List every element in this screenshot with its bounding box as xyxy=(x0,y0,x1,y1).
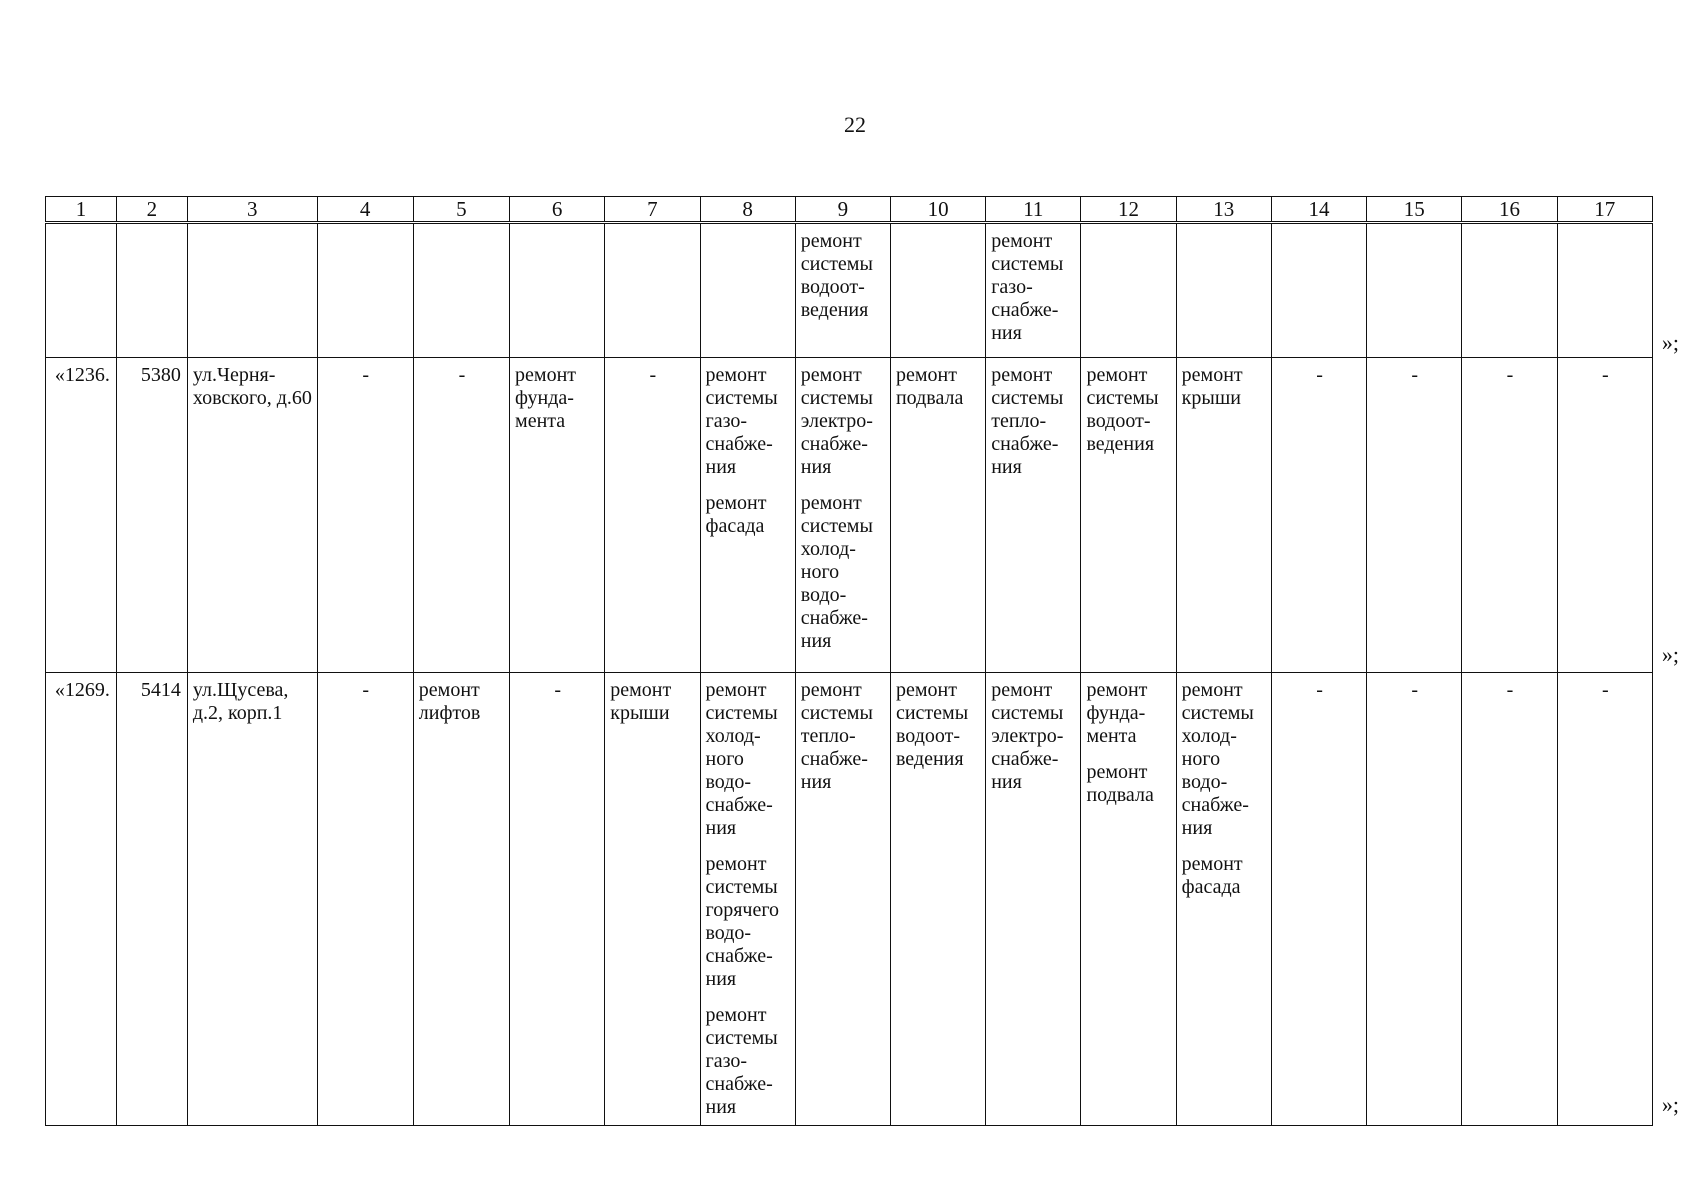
cell-entry: - xyxy=(1601,678,1609,701)
cell-entry: ремонт фасада xyxy=(705,492,767,538)
row-closing-mark: »; xyxy=(1661,1092,1679,1117)
table-cell xyxy=(605,672,700,1125)
column-number-8: 8 xyxy=(700,197,795,223)
cell-entry: ремонт системы электро-снабже-ния xyxy=(800,364,873,479)
table-cell xyxy=(1462,358,1557,672)
column-number-9: 9 xyxy=(795,197,890,223)
table-cell xyxy=(116,672,187,1125)
table-cell xyxy=(795,223,890,358)
cell-entry: ремонт крыши xyxy=(1181,364,1243,410)
table-cell xyxy=(986,358,1081,672)
column-number-15: 15 xyxy=(1367,197,1462,223)
cell-entry: 5380 xyxy=(140,364,181,387)
cell-entry: ремонт системы тепло-снабже-ния xyxy=(800,678,873,793)
table-cell xyxy=(1367,358,1462,672)
table-cell xyxy=(700,672,795,1125)
table-cell xyxy=(1557,358,1652,672)
cell-entry: - xyxy=(1316,364,1323,387)
page-number: 22 xyxy=(844,112,866,137)
cell-entry: ремонт системы газо-снабже-ния xyxy=(991,230,1064,345)
column-number-11: 11 xyxy=(986,197,1081,223)
column-number-7: 7 xyxy=(605,197,700,223)
table-cell xyxy=(187,672,317,1125)
cell-entry: - xyxy=(1411,364,1419,387)
cell-entry: ремонт системы холод-ного водо-снабже-ния xyxy=(800,492,873,653)
cell-entry: ремонт системы тепло-снабже-ния xyxy=(991,364,1064,479)
table-cell xyxy=(317,672,413,1125)
cell-entry: ремонт крыши xyxy=(610,678,672,724)
table-cell xyxy=(510,223,605,358)
table-cell xyxy=(605,358,700,672)
table-cell xyxy=(187,223,317,358)
table-cell xyxy=(1081,223,1176,358)
table-cell xyxy=(510,358,605,672)
row-closing-mark: »; xyxy=(1661,330,1679,355)
table-cell xyxy=(1081,672,1176,1125)
cell-entry: ремонт системы газо-снабже-ния xyxy=(705,364,778,479)
table-cell xyxy=(116,223,187,358)
cell-entry: - xyxy=(458,364,466,387)
table-cell xyxy=(986,672,1081,1125)
table-cell xyxy=(795,672,890,1125)
table-cell xyxy=(1462,672,1557,1125)
table-cell xyxy=(413,358,509,672)
column-number-2: 2 xyxy=(116,197,187,223)
table-cell xyxy=(1271,358,1366,672)
cell-entry: ремонт системы горячего водо-снабже-ния xyxy=(705,852,780,990)
table-cell xyxy=(890,672,985,1125)
table-cell xyxy=(1271,672,1366,1125)
cell-entry: «1269. xyxy=(54,678,110,701)
table-cell xyxy=(605,223,700,358)
column-number-5: 5 xyxy=(413,197,509,223)
table-cell xyxy=(413,223,509,358)
table-cell xyxy=(46,223,117,358)
table-cell xyxy=(510,672,605,1125)
cell-entry: ул.Щусева, д.2, корп.1 xyxy=(192,678,289,724)
table-cell xyxy=(1271,223,1366,358)
table-cell xyxy=(1081,358,1176,672)
cell-entry: ремонт фунда-мента xyxy=(515,364,577,433)
cell-entry: - xyxy=(362,678,369,701)
cell-entry: - xyxy=(1506,364,1514,387)
cell-entry: - xyxy=(649,364,657,387)
cell-entry: «1236. xyxy=(54,364,110,387)
cell-entry: - xyxy=(554,678,561,701)
table-cell xyxy=(1367,223,1462,358)
table-row xyxy=(46,358,1653,672)
cell-entry: ремонт системы водоот-ведения xyxy=(895,678,969,770)
table-row xyxy=(46,223,1653,358)
column-number-16: 16 xyxy=(1462,197,1557,223)
column-number-10: 10 xyxy=(890,197,985,223)
table-cell xyxy=(795,358,890,672)
column-number-17: 17 xyxy=(1557,197,1652,223)
table-cell xyxy=(1176,223,1271,358)
cell-entry: ремонт лифтов xyxy=(418,678,481,724)
column-number-6: 6 xyxy=(510,197,605,223)
row-closing-mark: »; xyxy=(1661,642,1679,667)
table-cell xyxy=(46,358,117,672)
table-cell xyxy=(187,358,317,672)
table-row xyxy=(46,672,1653,1125)
table-cell xyxy=(1557,672,1652,1125)
cell-entry: ремонт фунда-мента xyxy=(1086,678,1148,747)
table-cell xyxy=(700,358,795,672)
cell-entry: ремонт системы газо-снабже-ния xyxy=(705,1003,778,1118)
table-cell xyxy=(890,223,985,358)
cell-entry: 5414 xyxy=(140,678,181,701)
column-number-4: 4 xyxy=(317,197,413,223)
cell-entry: - xyxy=(1411,678,1419,701)
table-cell xyxy=(317,223,413,358)
table-cell xyxy=(116,358,187,672)
cell-entry: - xyxy=(1506,678,1514,701)
table-cell xyxy=(700,223,795,358)
cell-entry: ремонт системы электро-снабже-ния xyxy=(991,678,1064,793)
cell-entry: ул.Черня-ховского, д.60 xyxy=(192,364,312,410)
table-cell xyxy=(46,672,117,1125)
table-cell xyxy=(317,358,413,672)
column-number-14: 14 xyxy=(1271,197,1366,223)
column-number-3: 3 xyxy=(187,197,317,223)
cell-entry: ремонт фасада xyxy=(1181,852,1243,898)
table-cell xyxy=(1176,672,1271,1125)
table-cell xyxy=(413,672,509,1125)
cell-entry: ремонт системы холод-ного водо-снабже-ния xyxy=(705,678,778,839)
table-cell xyxy=(1462,223,1557,358)
column-number-row xyxy=(46,197,1653,223)
table-cell xyxy=(1557,223,1652,358)
column-number-13: 13 xyxy=(1176,197,1271,223)
cell-entry: - xyxy=(1601,364,1609,387)
table-cell xyxy=(986,223,1081,358)
cell-entry: ремонт подвала xyxy=(1086,760,1154,806)
table-cell xyxy=(890,358,985,672)
column-number-12: 12 xyxy=(1081,197,1176,223)
cell-entry: ремонт системы водоот-ведения xyxy=(1086,364,1159,456)
column-number-1: 1 xyxy=(46,197,117,223)
repair-schedule-table xyxy=(45,196,1653,1126)
cell-entry: - xyxy=(362,364,369,387)
table-cell xyxy=(1367,672,1462,1125)
cell-entry: ремонт системы холод-ного водо-снабже-ния xyxy=(1181,678,1254,839)
cell-entry: ремонт подвала xyxy=(895,364,964,410)
table-cell xyxy=(1176,358,1271,672)
cell-entry: ремонт системы водоот-ведения xyxy=(800,230,873,322)
cell-entry: - xyxy=(1316,678,1323,701)
